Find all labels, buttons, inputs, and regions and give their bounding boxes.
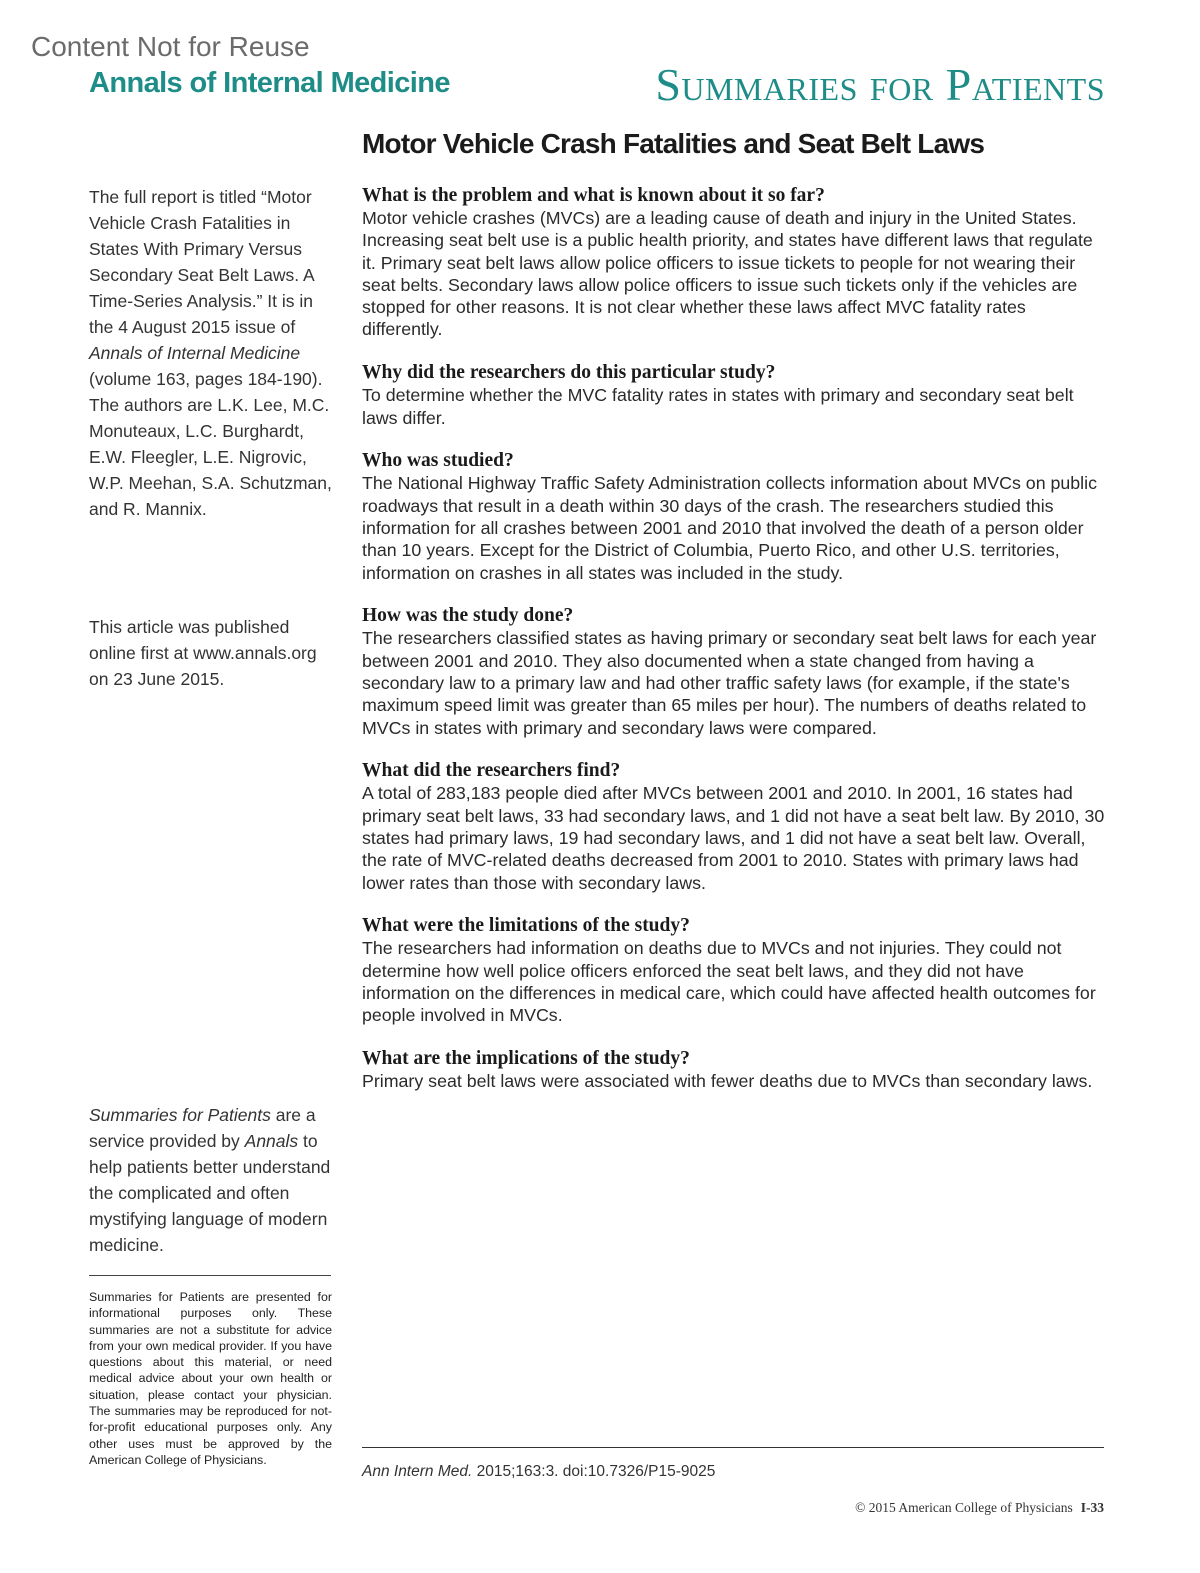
- section-problem: [362, 185, 1107, 341]
- citation-details: 2015;163:3. doi:10.7326/P15-9025: [476, 1463, 716, 1480]
- published-note: This article was published online first at www.annals.org on 23 June 2015.: [89, 617, 317, 689]
- section-body-limitations: The researchers had information on deaths due to MVCs and not injuries. They could not determine how well police officers enforced the seat belt laws, and they did not have information on the differences in medical care, which could have affected health outcomes for people involved in MVCs.: [362, 938, 1096, 1026]
- section-who: [362, 450, 1107, 583]
- section-heading-how: How was the study done?: [362, 605, 574, 627]
- section-heading-why: Why did the researchers do this particular study?: [362, 362, 776, 384]
- sidebar-service-note: [89, 1102, 335, 1258]
- sidebar-published-note: [89, 614, 335, 692]
- disclaimer-text: Summaries for Patients are presented for informational purposes only. These summaries are not a substitute for advice from your own medical provider. If you have questions about this material, or need medical advice about your own health or situation, please contact your physician. The summaries may be reproduced for not-for-profit educational purposes only. Any other uses must be approved by the American College of Physicians.: [89, 1290, 332, 1467]
- watermark-text: Content Not for Reuse: [31, 31, 310, 62]
- section-heading-limitations: What were the limitations of the study?: [362, 915, 690, 937]
- page-number: I-33: [1080, 1500, 1104, 1515]
- copyright-text: © 2015 American College of Physicians: [855, 1500, 1073, 1515]
- report-citation: [89, 184, 335, 522]
- citation-line: [362, 1463, 715, 1481]
- service-rest: to help patients better understand the complicated and often mystifying language of modern medicine.: [89, 1131, 331, 1255]
- section-how: [362, 605, 1107, 738]
- report-intro: The full report is titled “Motor Vehicle Crash Fatalities in States With Primary Versus Secondary Seat Belt Laws. A Time-Series Analysis.” It is in the 4 August 2015 issue of: [89, 187, 314, 337]
- copyright-line: [855, 1500, 1104, 1516]
- citation-journal: Ann Intern Med.: [362, 1463, 473, 1480]
- section-body-problem: Motor vehicle crashes (MVCs) are a leading cause of death and injury in the United States. Increasing seat belt use is a public health priority, and states have different laws that regulate it. Primary seat belt laws allow police officers to issue tickets to people for not wearing their seat belts. Secondary laws allow police officers to issue such tickets only if the vehicles are stopped for other reasons. It is not clear whether these laws affect MVC fatality rates differently.: [362, 208, 1093, 340]
- section-why: [362, 362, 1107, 429]
- section-implications: [362, 1048, 1107, 1092]
- section-findings: [362, 760, 1107, 893]
- footer-divider: [362, 1447, 1104, 1448]
- report-rest: (volume 163, pages 184-190). The authors are L.K. Lee, M.C. Monuteaux, L.C. Burghardt, E.W. Fleegler, L.E. Nigrovic, W.P. Meehan, S.A. Schutzman, and R. Mannix.: [89, 369, 332, 519]
- article-title: Motor Vehicle Crash Fatalities and Seat Belt Laws: [362, 128, 985, 159]
- service-series: Summaries for Patients: [89, 1105, 271, 1125]
- section-heading-implications: What are the implications of the study?: [362, 1048, 690, 1070]
- section-body-findings: A total of 283,183 people died after MVCs between 2001 and 2010. In 2001, 16 states had primary seat belt laws, 33 had secondary laws, and 1 did not have a seat belt law. By 2010, 30 states had primary laws, 19 had secondary laws, and 1 did not have a seat belt law. Overall, the rate of MVC-related deaths decreased from 2001 to 2010. States with primary laws had lower rates than those with secondary laws.: [362, 783, 1105, 893]
- section-body-why: To determine whether the MVC fatality rates in states with primary and secondary seat belt laws differ.: [362, 385, 1074, 428]
- section-heading-problem: What is the problem and what is known about it so far?: [362, 185, 825, 206]
- journal-name: Annals of Internal Medicine: [89, 67, 450, 99]
- sidebar-divider: [89, 1275, 331, 1276]
- service-annals: Annals: [244, 1131, 299, 1151]
- section-limitations: [362, 915, 1107, 1026]
- section-body-implications: Primary seat belt laws were associated with fewer deaths due to MVCs than secondary laws.: [362, 1071, 1093, 1092]
- section-heading: Summaries for Patients: [655, 59, 1105, 110]
- sidebar-report-info: [89, 184, 335, 522]
- section-heading-who: Who was studied?: [362, 450, 514, 472]
- main-content: [362, 185, 1107, 1114]
- section-heading-findings: What did the researchers find?: [362, 760, 621, 782]
- section-body-who: The National Highway Traffic Safety Administration collects information about MVCs on public roadways that result in a death within 30 days of the crash. The researchers studied this information for all crashes between 2001 and 2010 that involved the death of a person older than 10 years. Except for the District of Columbia, Puerto Rico, and other U.S. territories, information on crashes in all states was included in the study.: [362, 473, 1097, 583]
- section-body-how: The researchers classified states as having primary or secondary seat belt laws for each year between 2001 and 2010. They also documented when a state changed from having a secondary law to a primary law and had other traffic safety laws (for example, if the state's maximum speed limit was greater than 65 miles per hour). The numbers of deaths related to MVCs in states with primary and secondary laws were compared.: [362, 628, 1097, 738]
- report-journal: Annals of Internal Medicine: [89, 343, 301, 363]
- service-mid: are a service provided by: [89, 1105, 316, 1151]
- service-note: [89, 1102, 335, 1258]
